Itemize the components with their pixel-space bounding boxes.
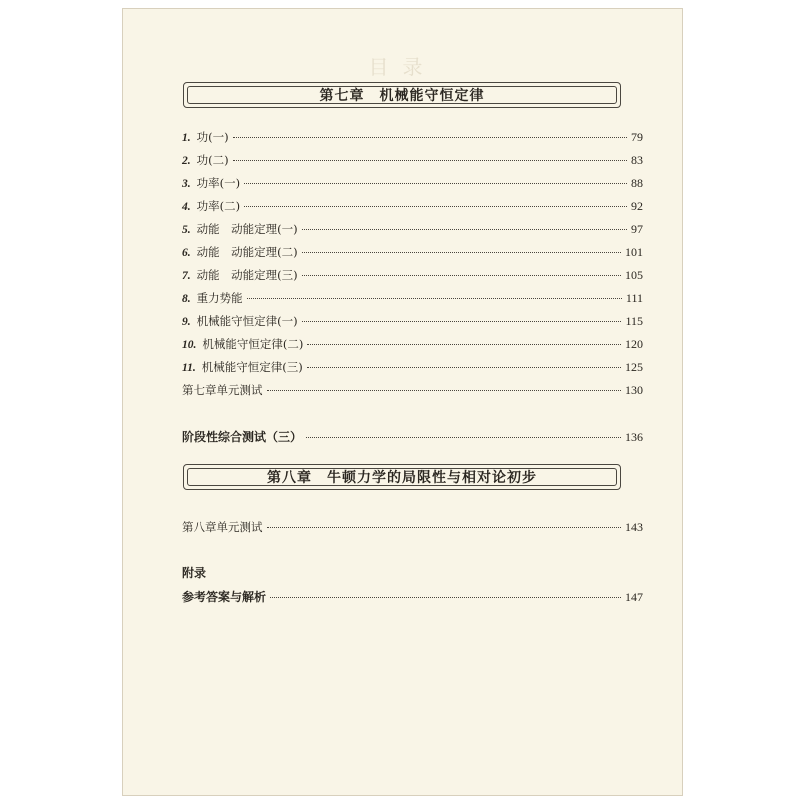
entry-page: 83 bbox=[631, 153, 643, 167]
toc-entry-1[interactable] bbox=[182, 129, 643, 145]
chapter-7-heading: 第七章 机械能守恒定律 bbox=[187, 86, 617, 104]
dot-leader bbox=[247, 298, 622, 299]
entry-number: 3. bbox=[182, 178, 191, 190]
entry-title: 机械能守恒定律(二) bbox=[202, 337, 304, 351]
entry-title: 动能 动能定理(一) bbox=[196, 222, 298, 236]
entry-page: 143 bbox=[625, 520, 643, 534]
entry-number: 7. bbox=[182, 270, 191, 282]
entry-page: 101 bbox=[625, 245, 643, 259]
entry-page: 88 bbox=[631, 176, 643, 190]
toc-entry-11[interactable] bbox=[182, 359, 643, 375]
entry-title: 机械能守恒定律(三) bbox=[201, 360, 303, 374]
entry-page: 147 bbox=[625, 590, 643, 604]
entry-number: 8. bbox=[182, 293, 191, 305]
entry-page: 105 bbox=[625, 268, 643, 282]
dot-leader bbox=[302, 321, 622, 322]
entry-page: 130 bbox=[625, 383, 643, 397]
entry-title: 功(一) bbox=[196, 130, 229, 144]
entry-page: 111 bbox=[625, 291, 643, 305]
dot-leader bbox=[302, 229, 627, 230]
dot-leader bbox=[233, 160, 627, 161]
toc-entry-4[interactable] bbox=[182, 198, 643, 214]
ghost-header: 目录 bbox=[368, 55, 437, 79]
entry-number: 1. bbox=[182, 132, 191, 144]
entry-title: 功率(一) bbox=[196, 176, 241, 190]
toc-entry-answers[interactable] bbox=[182, 588, 643, 604]
toc-entry-8[interactable] bbox=[182, 290, 643, 306]
toc-entry-2[interactable] bbox=[182, 152, 643, 168]
entry-number: 10. bbox=[182, 339, 197, 351]
toc-entry-chapter-7-unit-test[interactable] bbox=[182, 382, 643, 398]
entry-number: 6. bbox=[182, 247, 191, 259]
entry-number: 2. bbox=[182, 155, 191, 167]
entry-title: 阶段性综合测试（三） bbox=[182, 430, 303, 444]
dot-leader bbox=[306, 437, 621, 438]
entry-page: 136 bbox=[625, 430, 643, 444]
dot-leader bbox=[270, 597, 621, 598]
chapter-8-heading-box bbox=[183, 464, 621, 490]
entry-number: 11. bbox=[182, 362, 196, 374]
dot-leader bbox=[302, 252, 621, 253]
entry-title: 功(二) bbox=[196, 153, 229, 167]
entry-number: 9. bbox=[182, 316, 191, 328]
appendix-heading: 附录 bbox=[182, 566, 207, 580]
toc-page bbox=[122, 8, 683, 796]
dot-leader bbox=[244, 206, 627, 207]
toc-entry-9[interactable] bbox=[182, 313, 643, 329]
entry-page: 97 bbox=[631, 222, 643, 236]
toc-entry-10[interactable] bbox=[182, 336, 643, 352]
entry-title: 功率(二) bbox=[196, 199, 241, 213]
dot-leader bbox=[244, 183, 627, 184]
entry-title: 第七章单元测试 bbox=[182, 383, 263, 397]
entry-title: 动能 动能定理(二) bbox=[196, 245, 298, 259]
entry-title: 参考答案与解析 bbox=[182, 590, 267, 604]
entry-title: 第八章单元测试 bbox=[182, 520, 263, 534]
entry-page: 115 bbox=[625, 314, 643, 328]
entry-page: 120 bbox=[625, 337, 643, 351]
toc-entry-7[interactable] bbox=[182, 267, 643, 283]
entry-page: 125 bbox=[625, 360, 643, 374]
toc-entry-stage-test[interactable] bbox=[182, 428, 643, 444]
chapter-7-heading-box bbox=[183, 82, 621, 108]
entry-title: 机械能守恒定律(一) bbox=[196, 314, 298, 328]
entry-number: 4. bbox=[182, 201, 191, 213]
entry-page: 79 bbox=[631, 130, 643, 144]
chapter-8-heading: 第八章 牛顿力学的局限性与相对论初步 bbox=[187, 468, 617, 486]
dot-leader bbox=[307, 344, 621, 345]
dot-leader bbox=[267, 527, 622, 528]
toc-entry-chapter-8-unit-test[interactable] bbox=[182, 519, 643, 535]
dot-leader bbox=[307, 367, 621, 368]
toc-entry-3[interactable] bbox=[182, 175, 643, 191]
toc-entry-6[interactable] bbox=[182, 244, 643, 260]
entry-number: 5. bbox=[182, 224, 191, 236]
dot-leader bbox=[267, 390, 622, 391]
entry-title: 动能 动能定理(三) bbox=[196, 268, 298, 282]
entry-title: 重力势能 bbox=[196, 291, 243, 305]
dot-leader bbox=[302, 275, 621, 276]
entry-page: 92 bbox=[631, 199, 643, 213]
dot-leader bbox=[233, 137, 627, 138]
toc-entry-5[interactable] bbox=[182, 221, 643, 237]
